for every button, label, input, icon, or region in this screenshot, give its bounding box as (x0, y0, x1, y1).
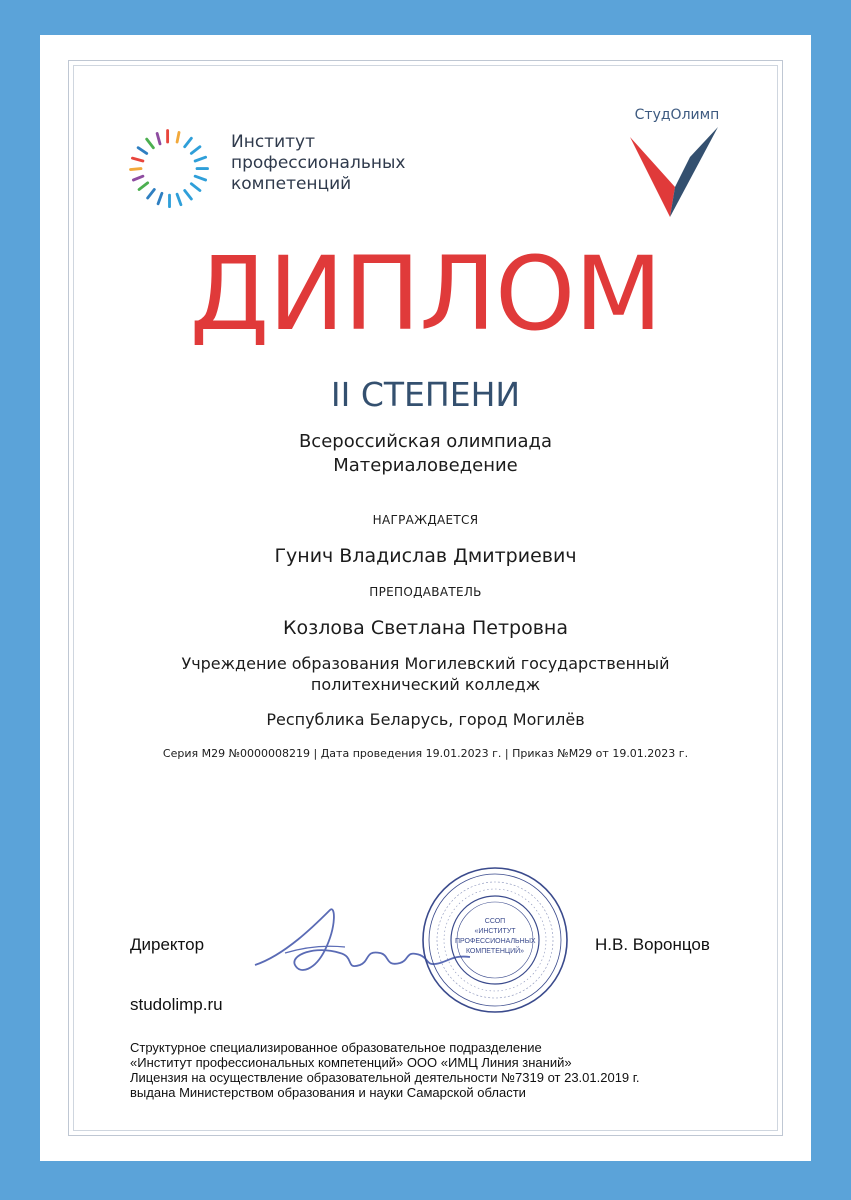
teacher-name: Козлова Светлана Петровна (283, 617, 568, 639)
footer-line: Лицензия на осуществление образовательной деятельности №7319 от 23.01.2019 г. (130, 1070, 640, 1085)
institute-name-line: компетенций (231, 174, 352, 194)
official-stamp (420, 865, 570, 1015)
olympiad-subject: Материаловедение (333, 455, 518, 476)
diploma-title: ДИПЛОМ (189, 235, 662, 354)
series-info: Серия М29 №0000008219 | Дата проведения 19.01.2023 г. | Приказ №М29 от 19.01.2023 г. (162, 747, 689, 760)
olympiad-line: Всероссийская олимпиада (298, 431, 553, 452)
footer-line: Структурное специализированное образовательное подразделение (130, 1040, 542, 1055)
institute-name (231, 132, 481, 195)
awarded-label: НАГРАЖДАЕТСЯ (372, 513, 479, 527)
website-link[interactable]: studolimp.ru (130, 995, 223, 1014)
olympiad-name (40, 430, 811, 478)
stamp-text (455, 917, 535, 957)
studolimp-checkmark-icon (630, 127, 720, 219)
diploma-degree: II СТЕПЕНИ (330, 375, 521, 414)
director-label: Директор (130, 935, 205, 954)
stamp-line: «ИНСТИТУТ (474, 928, 516, 935)
footer-line: выдана Министерством образования и науки Самарской области (130, 1085, 526, 1100)
organization-line: Учреждение образования Могилевский государственный (181, 654, 670, 673)
location: Республика Беларусь, город Могилёв (266, 710, 585, 729)
footer-line: «Институт профессиональных компетенций» ООО «ИМЦ Линия знаний» (130, 1055, 572, 1070)
institute-name-line: профессиональных (231, 153, 406, 173)
stamp-line: ССОП (484, 918, 506, 925)
diploma-sheet (40, 35, 811, 1161)
organization-line: политехнический колледж (310, 675, 541, 694)
institute-logo-icon (122, 123, 217, 218)
student-name: Гунич Владислав Дмитриевич (274, 545, 577, 567)
organization (40, 653, 811, 695)
signer-name: Н.В. Воронцов (595, 935, 710, 954)
stamp-line: ПРОФЕССИОНАЛЬНЫХ (455, 938, 536, 945)
teacher-label: ПРЕПОДАВАТЕЛЬ (369, 585, 482, 599)
institute-name-line: Институт (231, 132, 315, 152)
studolimp-title: СтудОлимп (634, 107, 720, 123)
stamp-line: КОМПЕТЕНЦИЙ» (465, 948, 525, 955)
footer-license (130, 1040, 770, 1100)
